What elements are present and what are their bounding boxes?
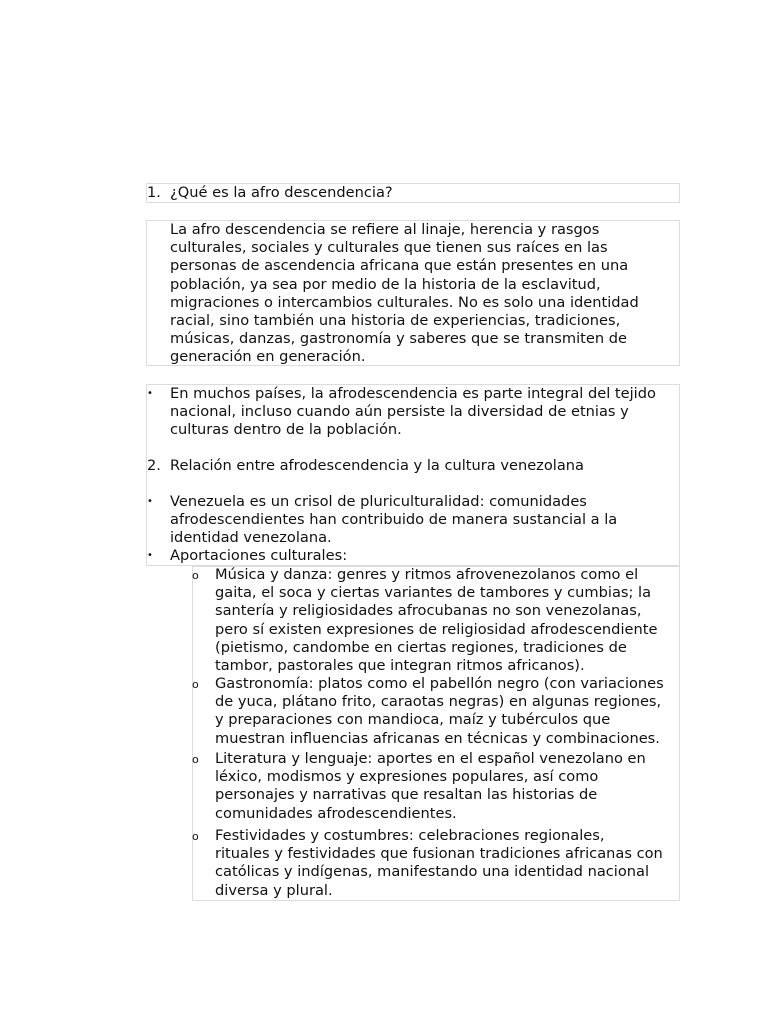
contribution-line: Literatura y lenguaje: aportes en el español venezolano en [215, 750, 646, 767]
bullet-2-line: identidad venezolana. [170, 529, 332, 547]
bullet-1-text [170, 385, 656, 440]
contribution-line: de yuca, plátano frito, caraotas negras) en algunas regiones, [215, 693, 662, 711]
sub-bullet-icon: o [192, 678, 199, 691]
contribution-line: (pietismo, candombe en ciertas regiones, tradiciones de [215, 638, 627, 656]
definition-line: racial, sino también una historia de experiencias, tradiciones, [170, 312, 621, 330]
contribution-line: rituales y festividades que fusionan tradiciones africanas con [215, 845, 663, 863]
definition-line: generación en generación. [170, 348, 366, 366]
definition-line: migraciones o intercambios culturales. No es solo una identidad [170, 293, 639, 311]
contribution-music [215, 566, 657, 675]
contribution-line: comunidades afrodescendientes. [215, 804, 457, 822]
contribution-literature [215, 750, 646, 823]
definition-line: culturales, sociales y culturales que tienen sus raíces en las [170, 239, 608, 257]
contribution-line: santería y religiosidades afrocubanas no son venezolanas, [215, 602, 642, 620]
bullet-icon: • [147, 550, 153, 561]
question-1-title: ¿Qué es la afro descendencia? [170, 184, 393, 201]
contribution-line: Gastronomía: platos como el pabellón negro (con variaciones [215, 675, 664, 692]
definition-line: La afro descendencia se refiere al linaje, herencia y rasgos [170, 221, 600, 238]
bullet-3-text [170, 547, 347, 565]
definition-line: personas de ascendencia africana que están presentes en una [170, 257, 629, 275]
sub-bullet-icon: o [192, 569, 199, 582]
bullet-2-line: afrodescendientes han contribuido de manera sustancial a la [170, 511, 618, 529]
definition-line: músicas, danzas, gastronomía y saberes que se transmiten de [170, 330, 628, 348]
contribution-line: diversa y plural. [215, 881, 333, 899]
bullet-1-line: culturas dentro de la población. [170, 421, 402, 439]
contribution-line: Música y danza: genres y ritmos afrovenezolanos como el [215, 566, 639, 583]
contribution-line: muestran influencias africanas en técnicas y combinaciones. [215, 729, 660, 747]
contribution-line: pero sí existen expresiones de religiosidad afrodescendiente [215, 620, 658, 638]
contribution-line: Festividades y costumbres: celebraciones regionales, [215, 827, 605, 844]
bullet-1-line: nacional, incluso cuando aún persiste la diversidad de etnias y [170, 403, 629, 421]
sub-bullet-icon: o [192, 830, 199, 843]
contribution-line: léxico, modismos y expresiones populares, así como [215, 768, 599, 786]
definition-line: población, ya sea por medio de la historia de la esclavitud, [170, 275, 601, 293]
bullet-icon: • [147, 496, 153, 507]
sub-bullet-icon: o [192, 753, 199, 766]
question-1-number: 1. [147, 184, 161, 201]
question-2-title: Relación entre afrodescendencia y la cultura venezolana [170, 457, 584, 474]
bullet-3-line: Aportaciones culturales: [170, 547, 348, 564]
contribution-line: católicas y indígenas, manifestando una identidad nacional [215, 863, 650, 881]
contribution-festivities [215, 827, 663, 900]
contribution-line: y preparaciones con mandioca, maíz y tubérculos que [215, 711, 611, 729]
question-2-number: 2. [147, 457, 161, 474]
contribution-line: gaita, el soca y ciertas variantes de tambores y cumbias; la [215, 584, 652, 602]
contribution-line: tambor, pastorales que integran ritmos africanos). [215, 657, 585, 675]
bullet-2-text [170, 493, 617, 548]
contribution-line: personajes y narrativas que resaltan las historias de [215, 786, 598, 804]
contribution-gastronomy [215, 675, 664, 748]
bullet-2-line: Venezuela es un crisol de pluriculturalidad: comunidades [170, 493, 587, 510]
definition-paragraph [170, 221, 639, 367]
bullet-icon: • [147, 388, 153, 399]
bullet-1-line: En muchos países, la afrodescendencia es parte integral del tejido [170, 385, 656, 402]
